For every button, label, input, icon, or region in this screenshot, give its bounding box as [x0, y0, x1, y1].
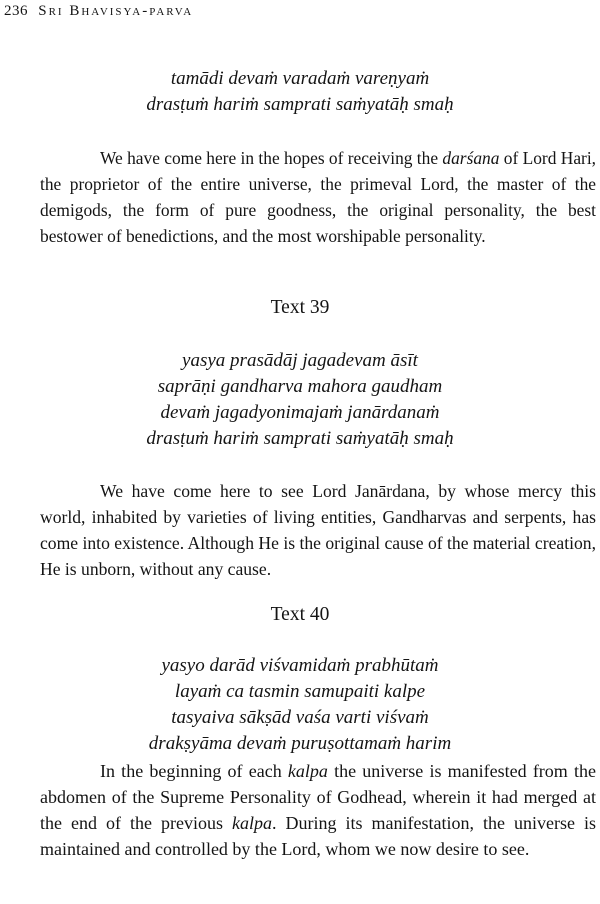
verse-line: saprāṇi gandharva mahora gaudham — [157, 376, 443, 397]
translation-text-39 — [40, 478, 596, 582]
translation-paragraph: We have come here to see Lord Janārdana, by whose mercy this world, inhabited by varieties of living entities, Gandharvas and serpents, has come into existence. Although He is the original cause of the material creation, He is unborn, without any cause. — [40, 481, 596, 579]
verse-line: tasyaiva sākṣād vaśa varti viśvaṁ — [171, 707, 429, 728]
verse-line: layaṁ ca tasmin samupaiti kalpe — [174, 681, 426, 702]
verse-text-39 — [0, 348, 600, 452]
sanskrit-term: kalpa — [287, 761, 328, 781]
running-head — [4, 3, 193, 20]
translation-paragraph: We have come here in the hopes of receiving the darśana of Lord Hari, the proprietor of the entire universe, the primeval Lord, the master of the demigods, the form of pure goodness, the original personality, the best bestower of benedictions, and the most worshipable personality. — [40, 148, 597, 246]
verse-line: yasya prasādāj jagadevam āsīt — [182, 350, 418, 371]
sanskrit-term: kalpa — [232, 813, 272, 833]
running-head-title: Sri Bhavisya-parva — [38, 3, 194, 19]
verse-line: yasyo darād viśvamidaṁ prabhūtaṁ — [161, 655, 439, 676]
translation-paragraph: In the beginning of each kalpa the universe is manifested from the abdomen of the Supreme Personality of Godhead, wherein it had merged at the end of the previous kalpa. During its manifestation, the universe is maintained and controlled by the Lord, whom we now desire to see. — [40, 761, 596, 859]
verse-text-40 — [0, 653, 600, 757]
verse-line: drasṭuṁ hariṁ samprati saṁyatāḥ smaḥ — [146, 94, 454, 115]
verse-line: devaṁ jagadyonimajaṁ janārdanaṁ — [160, 402, 440, 423]
verse-1 — [0, 66, 600, 118]
verse-line: drasṭuṁ hariṁ samprati saṁyatāḥ smaḥ — [146, 428, 454, 449]
verse-line: drakṣyāma devaṁ puruṣottamaṁ harim — [148, 733, 452, 754]
translation-text-40 — [40, 758, 596, 862]
translation-1 — [40, 145, 596, 249]
verse-line: tamādi devaṁ varadaṁ vareṇyaṁ — [170, 68, 430, 89]
sanskrit-term: darśana — [442, 148, 500, 168]
text-39-heading: Text 39 — [270, 297, 330, 318]
page-number: 236 — [4, 3, 28, 19]
text-40-heading: Text 40 — [270, 604, 330, 625]
